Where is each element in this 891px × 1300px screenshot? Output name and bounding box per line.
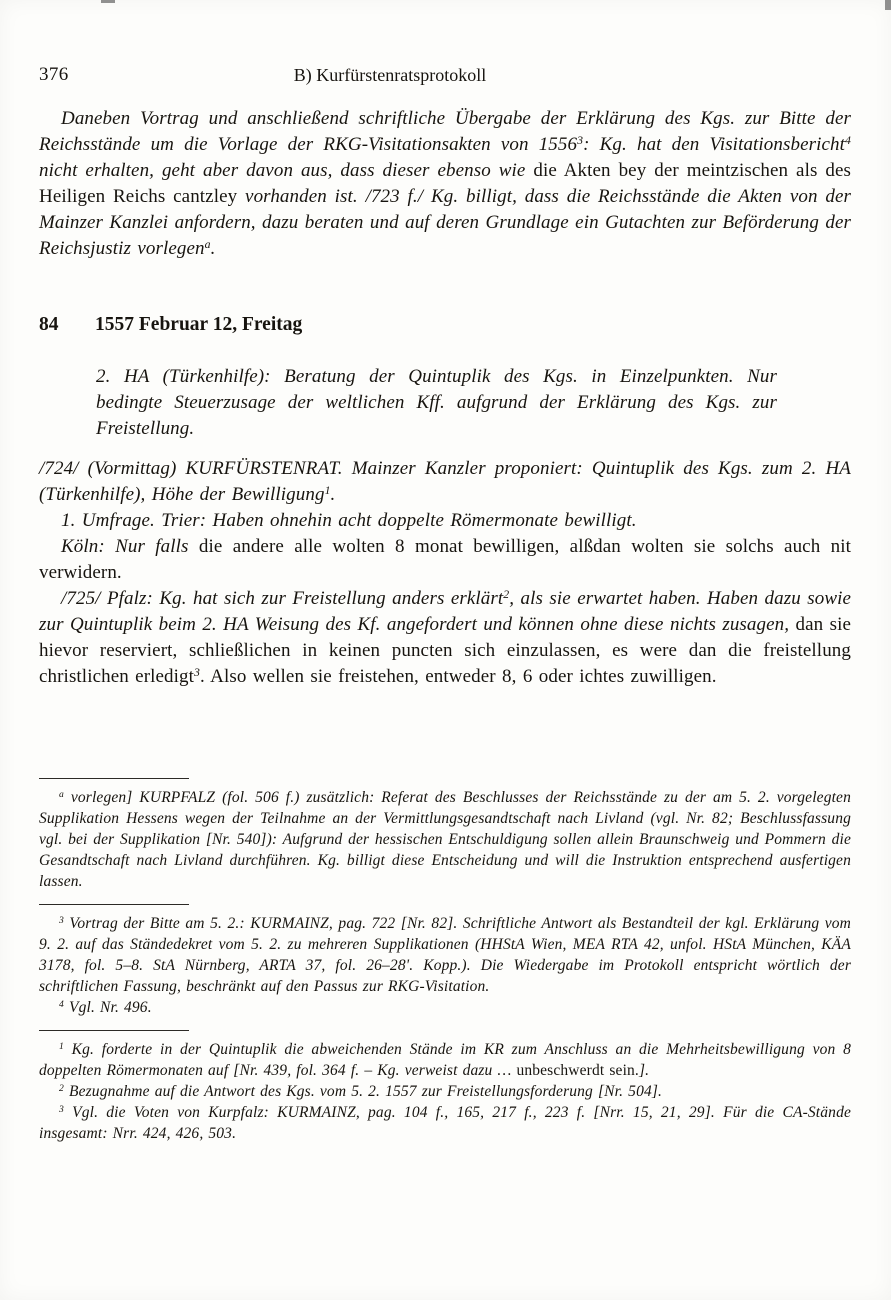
text-segment: . xyxy=(210,238,216,259)
footnote-area xyxy=(39,778,851,1144)
note-reference-mark: 2 xyxy=(59,1083,64,1095)
text-segment: vorlegen] KURPFALZ (fol. 506 f.) zusätzlich: Referat des Beschlusses der Reichsstände zu der am 5. 2. vorgelegten Supplikation Hessens wegen der Teilnahme an der Vermittlungsgesandtschaft nach Livland (vgl. Nr. 82; Beschlussfassung vgl. bei der Supplikation [Nr. 540]): Aufgrund der hessischen Entschuldigung sollen allein Braunschweig und Pommern die Gesandtschaft nach Livland durchführen. Kg. billigt diese Entscheidung und will die Instruktion entsprechend ausfertigen lassen. xyxy=(39,789,851,890)
text-segment: die andere alle wolten 8 monat bewilligen, alßdan wolten sie solchs auch nit verwidern. xyxy=(39,536,851,583)
text-segment: , als sie erwartet haben. Haben dazu sowie zur Quintuplik beim 2. HA Weisung des Kf. angefordert und können ohne diese nichts zusagen, xyxy=(39,588,852,635)
footnote-separator xyxy=(39,904,189,905)
text-segment: /724/ (Vormittag) KURFÜRSTENRAT. Mainzer Kanzler proponiert: Quintuplik des Kgs. zum 2. HA (Türkenhilfe), Höhe der Bewilligung xyxy=(39,458,851,505)
text-segment: Vortrag der Bitte am 5. 2.: KURMAINZ, pag. 722 [Nr. 82]. Schriftliche Antwort als Bestandteil der kgl. Erklärung vom 9. 2. auf das Ständedekret vom 5. 2. zu mehreren Supplikationen (HHStA Wien, MEA RTA 42, unfol. HStA München, KÄA 3178, fol. 5–8. StA Nürnberg, ARTA 37, fol. 26–28'. Kopp.). Die Wiedergabe im Protokoll entspricht wörtlich der schriftlichen Fassung, beschränkt auf den Passus zur RKG-Visitation. xyxy=(39,915,851,995)
footnote-2 xyxy=(39,1081,851,1102)
text-segment: Bezugnahme auf die Antwort des Kgs. vom 5. 2. 1557 zur Freistellungsforderung [Nr. 504]. xyxy=(63,1083,663,1100)
footnote-separator xyxy=(39,1030,189,1031)
text-segment: . Also wellen sie freistehen, entweder 8, 6 oder ichtes zuwilligen. xyxy=(200,666,717,687)
scan-artifact xyxy=(101,0,115,3)
running-head xyxy=(39,64,851,88)
note-reference-mark: 2 xyxy=(503,588,510,602)
text-segment: . xyxy=(330,484,336,505)
entry-title: 1557 Februar 12, Freitag xyxy=(95,314,303,335)
text-segment: /725/ Pfalz: Kg. hat sich zur Freistellung anders erklärt xyxy=(61,588,504,609)
text-segment: Daneben Vortrag und anschließend schriftliche Übergabe der Erklärung des Kgs. zur Bitte der Reichsstände um die Vorlage der RKG-Visitationsakten von 1556 xyxy=(39,108,851,155)
text-segment: unbeschwerdt sein. xyxy=(516,1062,639,1079)
footnote-3-lower xyxy=(39,1102,851,1144)
paragraph-umfrage-trier xyxy=(39,508,851,534)
footnote-separator xyxy=(39,778,189,779)
paragraph-kgs-erklaerung xyxy=(39,106,851,262)
note-reference-mark: 1 xyxy=(324,484,331,498)
text-segment: : Kg. hat den Visitationsbericht xyxy=(583,134,846,155)
paragraph-724-kurfuerstenrat xyxy=(39,456,851,508)
text-segment: 1. Umfrage. Trier: Haben ohnehin acht doppelte Römermonate bewilligt. xyxy=(61,510,637,531)
text-segment: Vgl. die Voten von Kurpfalz: KURMAINZ, pag. 104 f., 165, 217 f., 223 f. [Nrr. 15, 21, 29]. Für die CA-Stände insgesamt: Nrr. 424, 426, 503. xyxy=(39,1104,851,1142)
entry-heading xyxy=(39,312,851,338)
text-segment: Vgl. Nr. 496. xyxy=(63,999,152,1016)
note-reference-mark: 3 xyxy=(59,915,64,927)
running-title: B) Kurfürstenratsprotokoll xyxy=(293,65,487,85)
footnote-3-upper xyxy=(39,913,851,997)
text-segment: 2. HA (Türkenhilfe): Beratung der Quintuplik des Kgs. in Einzelpunkten. Nur bedingte Steuerzusage der weltlichen Kff. aufgrund der Erklärung des Kgs. zur Freistellung. xyxy=(96,366,777,439)
text-segment: die Akten bey der meintzischen als des Heiligen Reichs cantzley xyxy=(39,160,851,207)
page-number: 376 xyxy=(39,64,69,85)
note-reference-mark: 1 xyxy=(59,1041,64,1053)
note-reference-mark: 3 xyxy=(59,1104,64,1116)
regest-summary xyxy=(96,364,777,442)
paragraph-725-pfalz xyxy=(39,586,851,690)
scan-artifact xyxy=(885,0,891,10)
text-segment: ]. xyxy=(638,1062,650,1079)
note-reference-mark: 4 xyxy=(845,134,851,148)
note-reference-mark: a xyxy=(204,238,211,252)
note-reference-mark: a xyxy=(59,789,64,801)
text-segment: Köln: Nur falls xyxy=(61,536,199,557)
entry-number: 84 xyxy=(39,314,59,335)
note-reference-mark: 3 xyxy=(194,666,200,680)
note-reference-mark: 4 xyxy=(59,999,64,1011)
footnote-1 xyxy=(39,1039,851,1081)
note-reference-mark: 3 xyxy=(577,134,584,148)
paragraph-koeln xyxy=(39,534,851,586)
text-segment: vorhanden ist. /723 f./ Kg. billigt, dass die Reichsstände die Akten von der Mainzer Kanzlei anfordern, dazu beraten und auf deren Grundlage ein Gutachten zur Beförderung der Reichsjustiz vorlegen xyxy=(39,186,851,259)
text-segment: nicht erhalten, geht aber davon aus, dass dieser ebenso wie xyxy=(39,160,534,181)
text-segment: Kg. forderte in der Quintuplik die abweichenden Stände im KR zum Anschluss an die Mehrheitsbewilligung von 8 doppelten Römermonaten auf [Nr. 439, fol. 364 f. – Kg. verweist dazu … xyxy=(39,1041,851,1079)
text-segment: dan sie hievor reserviert, schließlichen in keinen puncten sich einzulassen, es were dan die freistellung christlichen erledigt xyxy=(39,614,851,687)
apparatus-note-a xyxy=(39,787,851,892)
main-text-block xyxy=(39,106,851,690)
footnote-4 xyxy=(39,997,851,1018)
